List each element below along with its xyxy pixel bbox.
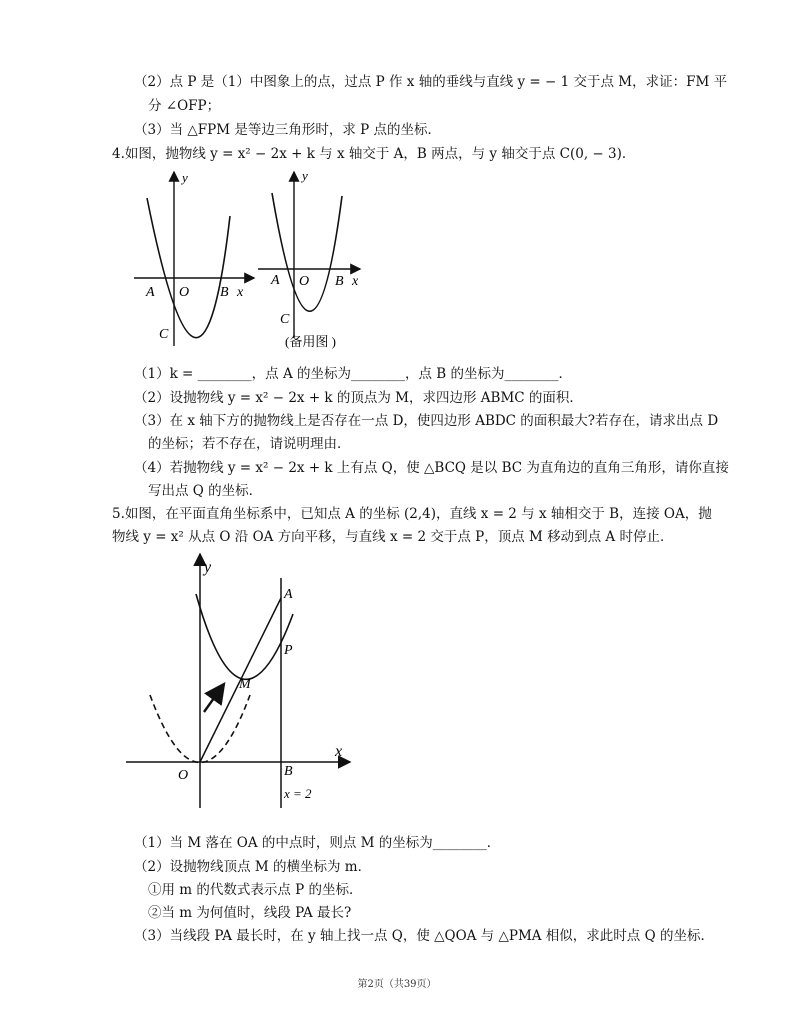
fig3-label-a: A bbox=[284, 587, 293, 602]
q5-part2: （2）设抛物线顶点 M 的横坐标为 m． bbox=[134, 859, 372, 875]
fig3-label-m: M bbox=[239, 677, 251, 692]
fig2-label-x: x bbox=[352, 274, 359, 289]
q3-part3: （3）当 △FPM 是等边三角形时，求 P 点的坐标． bbox=[134, 122, 441, 138]
fig3-parabola-shifted bbox=[196, 594, 293, 679]
fig3-label-p: P bbox=[284, 643, 293, 658]
fig2-parabola bbox=[272, 193, 342, 311]
fig1-label-y: y bbox=[182, 170, 188, 185]
q3-part2-line2: 分 ∠OFP； bbox=[148, 98, 221, 114]
fig3-label-line: x = 2 bbox=[284, 786, 312, 801]
fig3-label-y: y bbox=[204, 559, 212, 576]
q4-part4-line2: 写出点 Q 的坐标． bbox=[148, 483, 263, 499]
fig2-label-o: O bbox=[299, 274, 310, 289]
fig3-label-b: B bbox=[284, 764, 293, 779]
q5-part2-sub2: ②当 m 为何值时，线段 PA 最长? bbox=[148, 905, 352, 921]
q5-statement-line2: 物线 y = x² 从点 O 沿 OA 方向平移，与直线 x = 2 交于点 P，顶点 M 移动到点 A 时停止． bbox=[112, 529, 674, 545]
fig3-direction-arrow bbox=[204, 684, 224, 712]
q5-figure bbox=[124, 550, 356, 812]
fig1-label-c: C bbox=[159, 327, 169, 342]
fig1-parabola bbox=[147, 198, 230, 338]
fig3-label-x: x bbox=[335, 743, 343, 760]
q4-part1: （1）k = ________，点 A 的坐标为________，点 B 的坐标为________． bbox=[134, 366, 572, 382]
q5-part2-sub1: ①用 m 的代数式表示点 P 的坐标． bbox=[148, 882, 363, 898]
q4-figure-backup bbox=[252, 168, 377, 353]
q5-part1: （1）当 M 落在 OA 的中点时，则点 M 的坐标为________． bbox=[134, 835, 501, 851]
q4-figure-main bbox=[130, 168, 260, 348]
q3-part2-line1: （2）点 P 是（1）中图象上的点，过点 P 作 x 轴的垂线与直线 y = − 1 交于点 M，求证：FM 平 bbox=[134, 74, 728, 90]
q4-part3-line1: （3）在 x 轴下方的抛物线上是否存在一点 D，使四边形 ABDC 的面积最大?若存在，请求出点 D bbox=[134, 413, 719, 429]
fig2-label-c: C bbox=[280, 312, 290, 327]
fig2-label-y: y bbox=[302, 168, 308, 183]
q5-statement-line1: 5.如图，在平面直角坐标系中，已知点 A 的坐标 (2,4)，直线 x = 2 与 x 轴相交于 B，连接 OA，抛 bbox=[112, 506, 712, 522]
fig1-label-b: B bbox=[220, 285, 229, 300]
fig2-caption: (备用图 ) bbox=[285, 334, 336, 349]
fig1-label-a: A bbox=[146, 285, 155, 300]
fig2-label-a: A bbox=[271, 273, 280, 288]
q4-statement: 4.如图，抛物线 y = x² − 2x + k 与 x 轴交于 A，B 两点，与 y 轴交于点 C(0, − 3)． bbox=[112, 146, 636, 162]
page-footer: 第2页（共39页） bbox=[357, 979, 437, 990]
fig1-label-o: O bbox=[179, 285, 190, 300]
q4-part2: （2）设抛物线 y = x² − 2x + k 的顶点为 M，求四边形 ABMC 的面积． bbox=[134, 390, 583, 406]
fig3-label-o: O bbox=[178, 768, 189, 783]
fig1-label-x: x bbox=[237, 285, 244, 300]
fig2-label-b: B bbox=[335, 274, 344, 289]
q4-part4-line1: （4）若抛物线 y = x² − 2x + k 上有点 Q，使 △BCQ 是以 BC 为直角边的直角三角形，请你直接 bbox=[134, 460, 729, 476]
q5-part3: （3）当线段 PA 最长时，在 y 轴上找一点 Q，使 △QOA 与 △PMA 相似，求此时点 Q 的坐标． bbox=[134, 928, 714, 944]
q4-part3-line2: 的坐标；若不存在，请说明理由． bbox=[148, 436, 351, 452]
